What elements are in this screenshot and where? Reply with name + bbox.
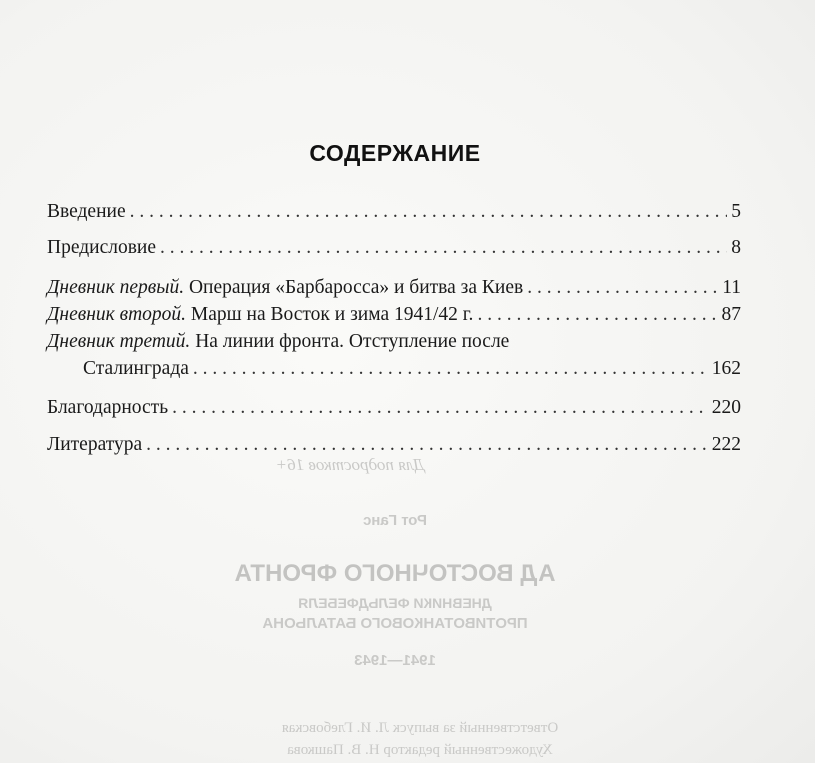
page-title: СОДЕРЖАНИЕ [309,140,481,166]
leader-dots [146,433,708,457]
toc-entry-title [47,330,509,354]
bleed-through-years: 1941—1943 [354,652,436,669]
toc-entry-title-italic: Дневник третий. [47,331,191,352]
toc-entry-title [47,303,473,327]
bleed-through-credits-2: Художественный редактор Н. В. Пашкова [287,742,553,758]
toc-page-number: 5 [731,201,741,222]
toc-entry-title-text: На линии фронта. Отступление после [190,331,510,352]
bleed-through-age-rating: Для подростков 16+ [275,455,425,474]
toc-entry-title: Введение [47,201,126,222]
toc-entry-title-text: Операция «Барбаросса» и битва за Киев [184,277,524,298]
toc-entry-diary-2 [47,303,741,327]
bleed-through-author: Рот Ганс [363,512,427,529]
leader-dots [172,396,708,420]
toc-entry-title-text: Марш на Восток и зима 1941/42 г. [186,304,474,325]
toc-entry-title-italic: Дневник второй. [47,304,187,325]
leader-dots [477,303,717,327]
toc-entry-intro [47,200,741,224]
toc-entry-title-continuation: Сталинграда [83,358,189,379]
toc-entry-diary-1 [47,276,741,300]
toc-entry-literature [47,433,741,457]
leader-dots [527,276,718,300]
bleed-through-book-title: АД ВОСТОЧНОГО ФРОНТА [234,560,556,587]
toc-page-number: 162 [711,358,741,379]
toc-entry-diary-3 [47,330,741,354]
toc-entry-title: Благодарность [47,397,169,418]
toc-entry-title [47,276,523,300]
toc-entry-diary-3-continuation [47,357,741,381]
toc-page-number: 11 [722,277,741,298]
bleed-through-credits-1: Ответственный за выпуск Л. И. Глебовская [281,720,559,736]
toc-page-number: 8 [731,237,741,258]
bleed-through-subtitle-1: ДНЕВНИКИ ФЕЛЬДФЕБЕЛЯ [298,595,492,611]
toc-entry-title-italic: Дневник первый. [47,277,185,298]
leader-dots [160,236,727,260]
toc-entry-title: Литература [47,434,143,455]
bleed-through-subtitle-2: ПРОТИВОТАНКОВОГО БАТАЛЬОНА [262,615,528,632]
toc-entry-preface [47,236,741,260]
leader-dots [193,357,708,381]
toc-page-number: 222 [711,434,741,455]
toc-entry-acknowledgements [47,396,741,420]
toc-page-number: 220 [711,397,741,418]
toc-entry-title: Предисловие [47,237,157,258]
leader-dots [130,200,728,224]
toc-page-number: 87 [721,304,741,325]
